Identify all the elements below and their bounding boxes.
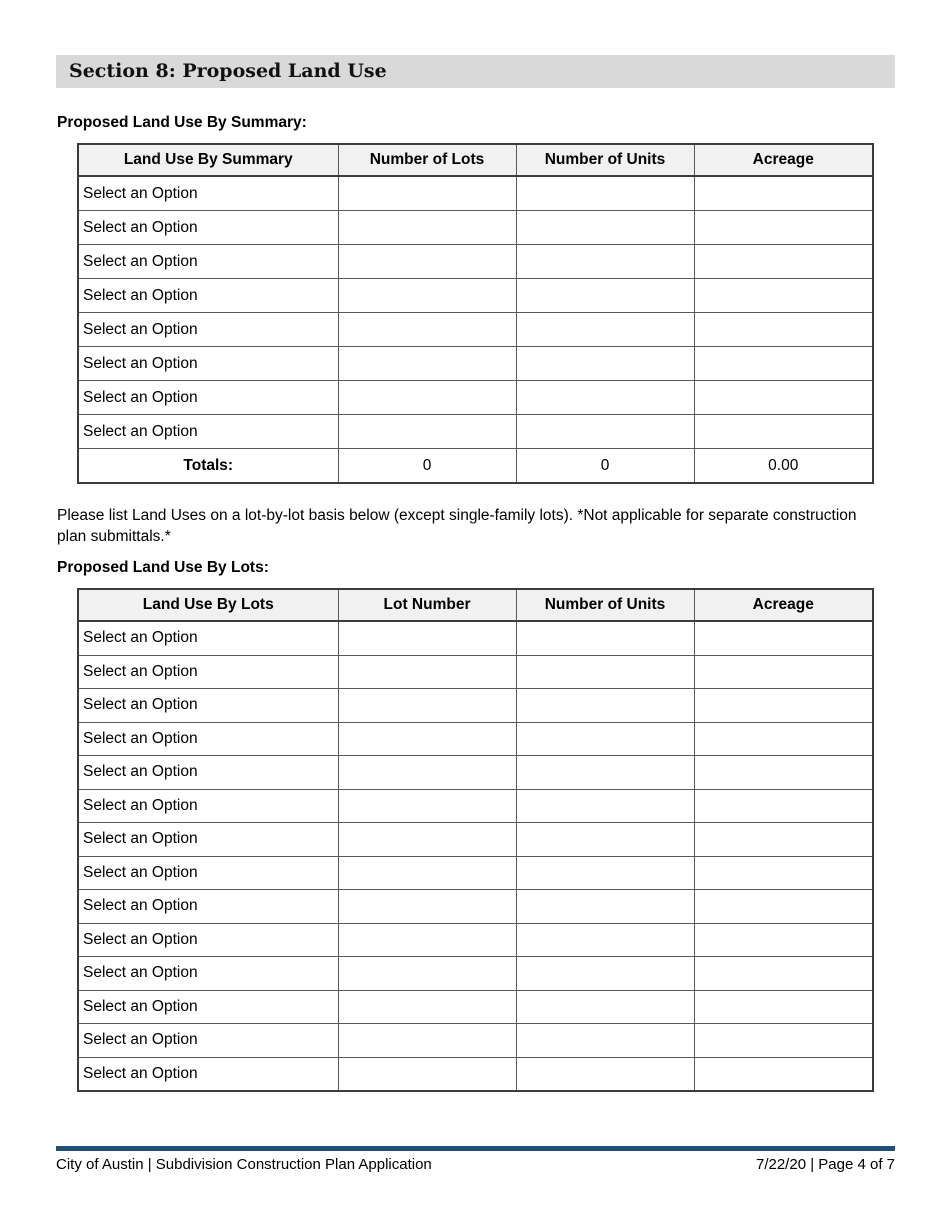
land-use-lots-select[interactable]: Select an Option <box>78 722 338 756</box>
acreage-field[interactable] <box>694 756 873 790</box>
column-header: Number of Units <box>516 144 694 176</box>
summary-table-label: Proposed Land Use By Summary: <box>57 114 307 131</box>
number-of-lots-field[interactable] <box>338 176 516 211</box>
land-use-summary-select[interactable]: Select an Option <box>78 245 338 279</box>
section-header-bar <box>56 55 895 88</box>
lot-number-field[interactable] <box>338 1024 516 1058</box>
acreage-field[interactable] <box>694 279 873 313</box>
lot-number-field[interactable] <box>338 856 516 890</box>
lot-number-field[interactable] <box>338 722 516 756</box>
number-of-units-field[interactable] <box>516 756 694 790</box>
table-row <box>78 990 873 1024</box>
acreage-field[interactable] <box>694 245 873 279</box>
lot-number-field[interactable] <box>338 1057 516 1091</box>
number-of-units-field[interactable] <box>516 347 694 381</box>
acreage-field[interactable] <box>694 923 873 957</box>
number-of-units-field[interactable] <box>516 313 694 347</box>
land-use-lots-select[interactable]: Select an Option <box>78 957 338 991</box>
acreage-field[interactable] <box>694 211 873 245</box>
acreage-field[interactable] <box>694 722 873 756</box>
acreage-field[interactable] <box>694 313 873 347</box>
lot-number-field[interactable] <box>338 890 516 924</box>
acreage-field[interactable] <box>694 176 873 211</box>
table-row <box>78 689 873 723</box>
footer-left-text: City of Austin | Subdivision Construction Plan Application <box>56 1156 432 1173</box>
number-of-units-field[interactable] <box>516 923 694 957</box>
lot-number-field[interactable] <box>338 689 516 723</box>
totals-row <box>78 449 873 484</box>
number-of-units-field[interactable] <box>516 722 694 756</box>
acreage-field[interactable] <box>694 990 873 1024</box>
number-of-units-field[interactable] <box>516 789 694 823</box>
number-of-units-field[interactable] <box>516 621 694 655</box>
land-use-lots-select[interactable]: Select an Option <box>78 789 338 823</box>
number-of-lots-field[interactable] <box>338 347 516 381</box>
number-of-lots-field[interactable] <box>338 245 516 279</box>
table-row <box>78 756 873 790</box>
land-use-lots-select[interactable]: Select an Option <box>78 823 338 857</box>
totals-acreage: 0.00 <box>694 449 873 484</box>
column-header: Land Use By Lots <box>78 589 338 621</box>
summary-table-head <box>78 144 873 176</box>
acreage-field[interactable] <box>694 823 873 857</box>
number-of-units-field[interactable] <box>516 279 694 313</box>
acreage-field[interactable] <box>694 1024 873 1058</box>
number-of-units-field[interactable] <box>516 381 694 415</box>
acreage-field[interactable] <box>694 621 873 655</box>
acreage-field[interactable] <box>694 347 873 381</box>
totals-label: Totals: <box>78 449 338 484</box>
table-row <box>78 381 873 415</box>
footer-rule <box>56 1146 895 1151</box>
acreage-field[interactable] <box>694 1057 873 1091</box>
number-of-lots-field[interactable] <box>338 279 516 313</box>
column-header: Lot Number <box>338 589 516 621</box>
summary-table <box>77 143 874 484</box>
land-use-lots-select[interactable]: Select an Option <box>78 1057 338 1091</box>
column-header: Number of Units <box>516 589 694 621</box>
totals-number-of-units: 0 <box>516 449 694 484</box>
land-use-lots-select[interactable]: Select an Option <box>78 1024 338 1058</box>
acreage-field[interactable] <box>694 890 873 924</box>
land-use-summary-select[interactable]: Select an Option <box>78 176 338 211</box>
table-row <box>78 347 873 381</box>
acreage-field[interactable] <box>694 655 873 689</box>
acreage-field[interactable] <box>694 689 873 723</box>
lot-number-field[interactable] <box>338 789 516 823</box>
table-row <box>78 279 873 313</box>
table-row <box>78 890 873 924</box>
column-header: Acreage <box>694 144 873 176</box>
lot-number-field[interactable] <box>338 756 516 790</box>
table-row <box>78 923 873 957</box>
land-use-summary-select[interactable]: Select an Option <box>78 381 338 415</box>
land-use-lots-select[interactable]: Select an Option <box>78 923 338 957</box>
column-header: Land Use By Summary <box>78 144 338 176</box>
land-use-summary-select[interactable]: Select an Option <box>78 347 338 381</box>
acreage-field[interactable] <box>694 415 873 449</box>
number-of-units-field[interactable] <box>516 1057 694 1091</box>
number-of-units-field[interactable] <box>516 1024 694 1058</box>
land-use-lots-select[interactable]: Select an Option <box>78 890 338 924</box>
footer-right-text: 7/22/20 | Page 4 of 7 <box>755 1156 895 1173</box>
table-row <box>78 823 873 857</box>
table-row <box>78 957 873 991</box>
table-row <box>78 176 873 211</box>
number-of-units-field[interactable] <box>516 689 694 723</box>
number-of-units-field[interactable] <box>516 957 694 991</box>
land-use-lots-select[interactable]: Select an Option <box>78 856 338 890</box>
number-of-units-field[interactable] <box>516 856 694 890</box>
header-row <box>78 589 873 621</box>
table-row <box>78 415 873 449</box>
land-use-lots-select[interactable]: Select an Option <box>78 689 338 723</box>
lot-by-lot-note: Please list Land Uses on a lot-by-lot basis below (except single-family lots). *Not applicable for separate construction plan submittals.* <box>57 507 857 545</box>
lot-number-field[interactable] <box>338 923 516 957</box>
land-use-lots-select[interactable]: Select an Option <box>78 756 338 790</box>
totals-number-of-lots: 0 <box>338 449 516 484</box>
number-of-units-field[interactable] <box>516 823 694 857</box>
acreage-field[interactable] <box>694 856 873 890</box>
table-row <box>78 722 873 756</box>
number-of-lots-field[interactable] <box>338 313 516 347</box>
header-row <box>78 144 873 176</box>
acreage-field[interactable] <box>694 381 873 415</box>
acreage-field[interactable] <box>694 957 873 991</box>
number-of-units-field[interactable] <box>516 990 694 1024</box>
lots-table-head <box>78 589 873 621</box>
table-row <box>78 211 873 245</box>
number-of-units-field[interactable] <box>516 176 694 211</box>
number-of-lots-field[interactable] <box>338 381 516 415</box>
table-row <box>78 621 873 655</box>
number-of-lots-field[interactable] <box>338 415 516 449</box>
number-of-lots-field[interactable] <box>338 211 516 245</box>
lots-table-body <box>78 621 873 1091</box>
section-title: Section 8: Proposed Land Use <box>69 60 387 82</box>
number-of-units-field[interactable] <box>516 245 694 279</box>
table-row <box>78 245 873 279</box>
lot-number-field[interactable] <box>338 655 516 689</box>
summary-table-foot <box>78 449 873 484</box>
column-header: Acreage <box>694 589 873 621</box>
table-row <box>78 856 873 890</box>
table-row <box>78 1024 873 1058</box>
land-use-lots-select[interactable]: Select an Option <box>78 621 338 655</box>
number-of-units-field[interactable] <box>516 890 694 924</box>
page-footer <box>56 1156 895 1173</box>
land-use-summary-select[interactable]: Select an Option <box>78 279 338 313</box>
lot-number-field[interactable] <box>338 990 516 1024</box>
table-row <box>78 313 873 347</box>
column-header: Number of Lots <box>338 144 516 176</box>
acreage-field[interactable] <box>694 789 873 823</box>
land-use-summary-select[interactable]: Select an Option <box>78 313 338 347</box>
number-of-units-field[interactable] <box>516 415 694 449</box>
lots-table <box>77 588 874 1092</box>
table-row <box>78 1057 873 1091</box>
number-of-units-field[interactable] <box>516 211 694 245</box>
table-row <box>78 789 873 823</box>
lots-table-label: Proposed Land Use By Lots: <box>57 559 269 576</box>
land-use-lots-select[interactable]: Select an Option <box>78 655 338 689</box>
lot-number-field[interactable] <box>338 957 516 991</box>
land-use-summary-select[interactable]: Select an Option <box>78 211 338 245</box>
land-use-lots-select[interactable]: Select an Option <box>78 990 338 1024</box>
land-use-summary-select[interactable]: Select an Option <box>78 415 338 449</box>
lot-number-field[interactable] <box>338 621 516 655</box>
summary-table-body <box>78 176 873 449</box>
number-of-units-field[interactable] <box>516 655 694 689</box>
table-row <box>78 655 873 689</box>
lot-number-field[interactable] <box>338 823 516 857</box>
